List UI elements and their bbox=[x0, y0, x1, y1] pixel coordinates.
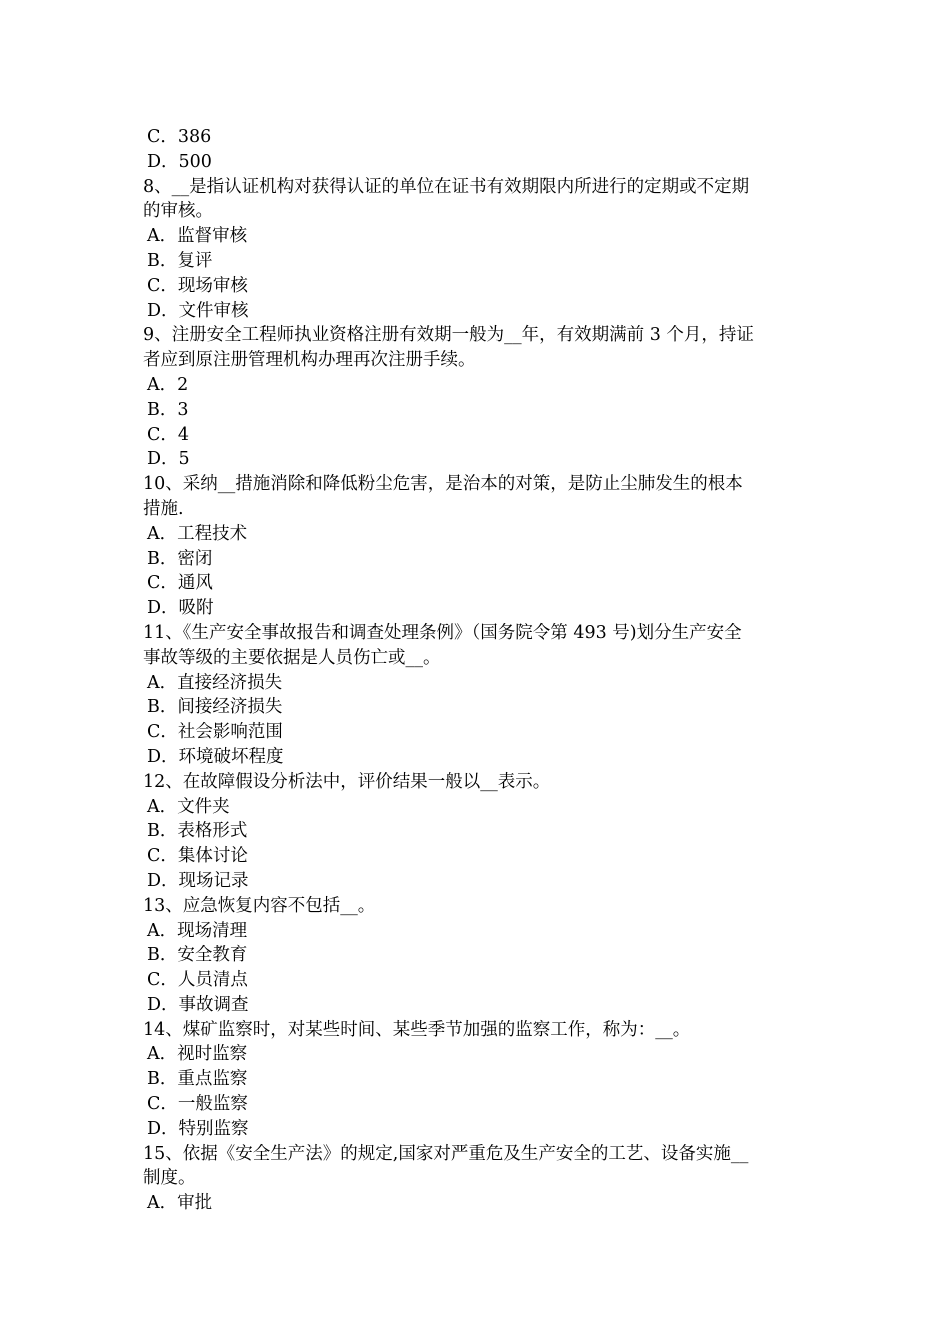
answer-option: B．重点监察 bbox=[147, 1069, 248, 1090]
question-line: 10、采纳__措施消除和降低粉尘危害，是治本的对策，是防止尘肺发生的根本 bbox=[143, 474, 743, 495]
answer-option: C．通风 bbox=[147, 573, 213, 594]
answer-option: B．密闭 bbox=[147, 548, 213, 569]
question-text bbox=[143, 1018, 811, 1043]
answer-option: D．现场记录 bbox=[147, 870, 249, 891]
question-line: 14、煤矿监察时，对某些时间、某些季节加强的监察工作，称为：__。 bbox=[143, 1019, 691, 1040]
answer-option: A．文件夹 bbox=[147, 796, 230, 817]
question-line: 措施. bbox=[143, 498, 184, 519]
answer-option: B．3 bbox=[147, 399, 189, 420]
answer-option: B．表格形式 bbox=[147, 821, 248, 842]
answer-option: C．社会影响范围 bbox=[147, 722, 283, 743]
question-line: 12、在故障假设分析法中，评价结果一般以__表示。 bbox=[143, 771, 551, 792]
question-text bbox=[143, 175, 811, 225]
question-text bbox=[143, 770, 811, 795]
answer-option: B．安全教育 bbox=[147, 945, 248, 966]
answer-option: D．文件审核 bbox=[147, 300, 249, 321]
answer-option: C．现场审核 bbox=[147, 275, 248, 296]
question-line: 的审核。 bbox=[143, 201, 213, 222]
answer-option: C．386 bbox=[147, 127, 212, 147]
question-text bbox=[143, 323, 811, 373]
question-line: 制度。 bbox=[143, 1168, 196, 1189]
answer-option: A．现场清理 bbox=[147, 920, 248, 941]
answer-option: D．事故调查 bbox=[147, 994, 249, 1015]
question-text bbox=[143, 621, 811, 671]
question-line: 11、《生产安全事故报告和调查处理条例》（国务院令第 493 号)划分生产安全 bbox=[143, 622, 742, 643]
answer-option: C．人员清点 bbox=[147, 970, 248, 991]
question-text bbox=[143, 1142, 811, 1192]
answer-option: A．视时监察 bbox=[147, 1044, 248, 1065]
answer-option: A．直接经济损失 bbox=[147, 672, 283, 693]
answer-option: D．环境破坏程度 bbox=[147, 746, 284, 767]
answer-option: C．4 bbox=[147, 424, 190, 445]
answer-option: D．5 bbox=[147, 449, 190, 470]
question-text bbox=[143, 894, 811, 919]
answer-option: B．间接经济损失 bbox=[147, 697, 283, 718]
question-line: 事故等级的主要依据是人员伤亡或__。 bbox=[143, 647, 441, 668]
answer-option: C．一般监察 bbox=[147, 1094, 248, 1115]
answer-option: D．特别监察 bbox=[147, 1118, 249, 1139]
question-line: 8、__是指认证机构对获得认证的单位在证书有效期限内所进行的定期或不定期 bbox=[143, 176, 750, 197]
question-line: 15、依据《安全生产法》的规定,国家对严重危及生产安全的工艺、设备实施__ bbox=[143, 1143, 749, 1164]
answer-option: A．审批 bbox=[147, 1193, 213, 1214]
question-line: 13、应急恢复内容不包括__。 bbox=[143, 895, 376, 916]
question-text bbox=[143, 472, 811, 522]
document-page bbox=[143, 125, 811, 1216]
answer-option: A．监督审核 bbox=[147, 226, 248, 247]
answer-option: A．工程技术 bbox=[147, 523, 248, 544]
answer-option: D．500 bbox=[147, 151, 212, 172]
question-line: 9、注册安全工程师执业资格注册有效期一般为__年，有效期满前 3 个月，持证 bbox=[143, 325, 754, 346]
question-line: 者应到原注册管理机构办理再次注册手续。 bbox=[143, 350, 476, 371]
answer-option: C．集体讨论 bbox=[147, 846, 248, 867]
answer-option: D．吸附 bbox=[147, 598, 214, 619]
answer-option: A．2 bbox=[147, 374, 189, 395]
answer-option: B．复评 bbox=[147, 250, 213, 271]
